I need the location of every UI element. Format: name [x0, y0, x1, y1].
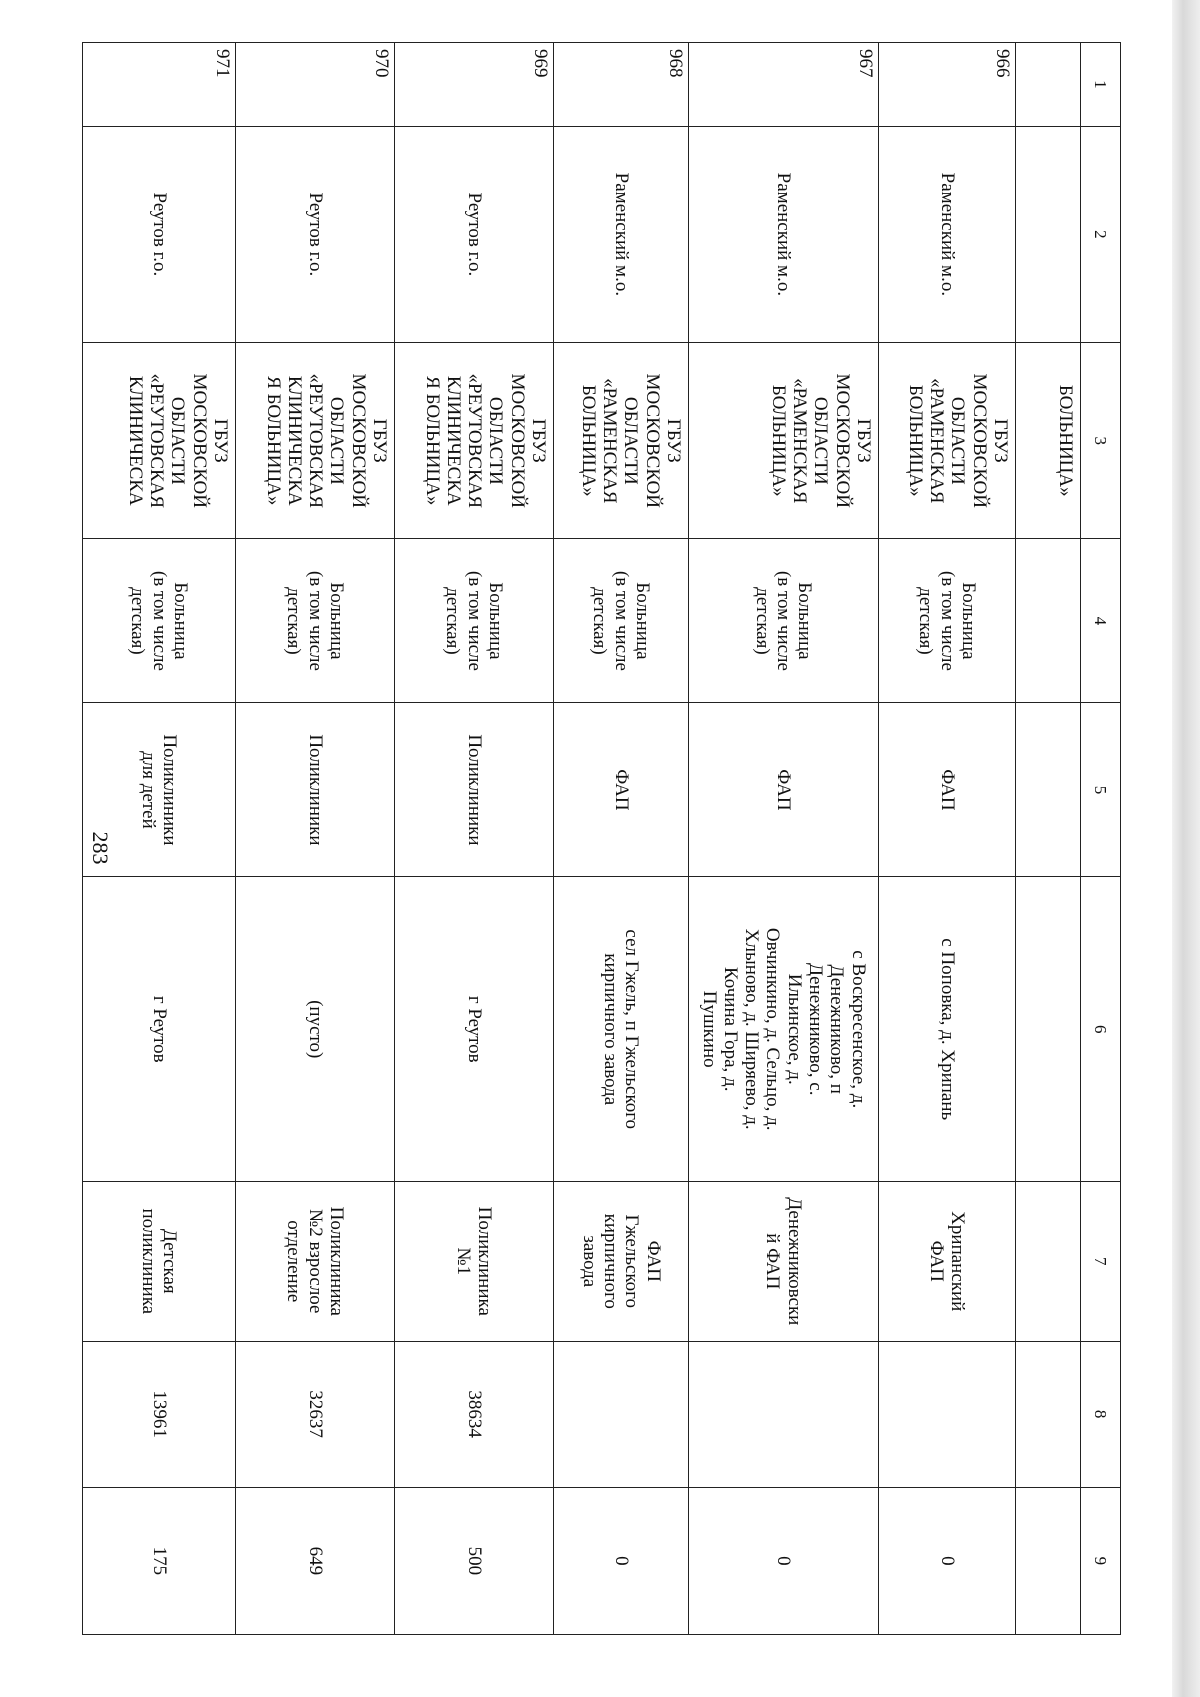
- subdivision-cell: [554, 703, 689, 877]
- cell-line: Денежниково, п: [826, 964, 848, 1094]
- row-number: 968: [554, 43, 689, 127]
- column-number: 2: [1081, 126, 1121, 342]
- table-cell: [1016, 877, 1081, 1182]
- cell-line: Поликлиники: [304, 734, 326, 846]
- cell-line: «РАМЕНСКАЯ: [599, 378, 621, 504]
- population-cell: [554, 1341, 689, 1487]
- subdivision-cell: [879, 703, 1016, 877]
- cell-line: ФАП: [936, 769, 958, 811]
- cell-line: ОБЛАСТИ: [947, 396, 969, 485]
- cell-line: ОБЛАСТИ: [810, 396, 832, 485]
- cell-line: МОСКОВСКОЙ: [347, 373, 369, 508]
- cell-line: МОСКОВСКОЙ: [968, 373, 990, 508]
- cell-line: ГБУЗ: [853, 418, 874, 463]
- column-number: 7: [1081, 1182, 1121, 1342]
- localities-cell: [395, 877, 554, 1182]
- column-number: 4: [1081, 539, 1121, 703]
- cell-line: Хрипанский: [947, 1211, 969, 1312]
- district-cell: Реутов г.о.: [236, 126, 395, 342]
- cell-line: «РАМЕНСКАЯ: [926, 378, 948, 504]
- cell-line: детская): [127, 587, 149, 655]
- column-number: 8: [1081, 1341, 1121, 1487]
- organization-cell: [395, 343, 554, 539]
- cell-line: Поликлиники: [463, 734, 485, 846]
- cell-line: МОСКОВСКОЙ: [188, 373, 210, 508]
- cell-line: БОЛЬНИЦА»: [767, 384, 789, 497]
- cell-line: для детей: [138, 751, 159, 829]
- cell-line: ГБУЗ: [369, 418, 390, 463]
- table-cell: [1016, 1341, 1081, 1487]
- cell-line: (в том числе: [610, 570, 632, 671]
- table-row: [83, 43, 236, 1635]
- column-number: 9: [1081, 1487, 1121, 1634]
- population-cell: 38634: [395, 1341, 554, 1487]
- localities-cell: [554, 877, 689, 1182]
- organization-cell: [236, 343, 395, 539]
- localities-cell: [689, 877, 879, 1182]
- cell-line: ОБЛАСТИ: [167, 396, 189, 485]
- cell-line: ОБЛАСТИ: [326, 396, 348, 485]
- cell-line: (пусто): [304, 1000, 326, 1059]
- cell-line: Поликлиники: [159, 734, 181, 846]
- cell-line: «РЕУТОВСКАЯ: [146, 373, 168, 509]
- cell-line: детская): [751, 587, 773, 655]
- cell-line: Денежниково, с.: [805, 962, 827, 1096]
- cell-line: ГБУЗ: [528, 418, 549, 463]
- localities-cell: [879, 877, 1016, 1182]
- column-number: 6: [1081, 877, 1121, 1182]
- population-cell: [689, 1341, 879, 1487]
- row-number: 967: [689, 43, 879, 127]
- table-cell: [1016, 1487, 1081, 1634]
- cell-line: ФАП: [642, 1240, 664, 1282]
- facility-cell: [879, 1182, 1016, 1342]
- continuation-row: [1016, 43, 1081, 1635]
- facility-cell: [236, 1182, 395, 1342]
- institution-type-cell: [236, 539, 395, 703]
- value-cell: 649: [236, 1487, 395, 1634]
- row-number: 966: [879, 43, 1016, 127]
- district-cell: Раменский м.о.: [879, 126, 1016, 342]
- institution-type-cell: [689, 539, 879, 703]
- table-cell: [1016, 43, 1081, 127]
- population-cell: [879, 1341, 1016, 1487]
- cell-line: КЛИНИЧЕСКА: [124, 375, 146, 506]
- cell-line: Больница: [169, 582, 191, 660]
- cell-line: БОЛЬНИЦА»: [577, 384, 599, 497]
- cell-line: Ильинское, д.: [783, 973, 805, 1085]
- cell-line: завода: [578, 1235, 600, 1288]
- cell-line: сел Гжель, п Гжельского: [621, 929, 643, 1130]
- cell-line: ГБУЗ: [663, 418, 684, 463]
- localities-cell: [236, 877, 395, 1182]
- cell-line: №2 взрослое: [304, 1209, 326, 1314]
- table-cell: [1016, 126, 1081, 342]
- district-cell: Реутов г.о.: [83, 126, 236, 342]
- row-number: 971: [83, 43, 236, 127]
- cell-line: отделение: [283, 1220, 305, 1303]
- cell-line: (в том числе: [773, 570, 795, 671]
- district-cell: Раменский м.о.: [554, 126, 689, 342]
- population-cell: 13961: [83, 1341, 236, 1487]
- cell-line: МОСКОВСКОЙ: [506, 373, 528, 508]
- organization-cell: [689, 343, 879, 539]
- cell-line: «РАМЕНСКАЯ: [789, 378, 811, 504]
- cell-line: ФАП: [610, 769, 632, 811]
- facility-cell: [395, 1182, 554, 1342]
- cell-line: «РЕУТОВСКАЯ: [305, 373, 327, 509]
- cell-line: г Реутов: [463, 995, 485, 1063]
- cell-line: Больница: [794, 582, 816, 660]
- row-number: 970: [236, 43, 395, 127]
- cell-line: Гжельского: [621, 1214, 643, 1309]
- column-number: 5: [1081, 703, 1121, 877]
- table-cell: [1016, 703, 1081, 877]
- organization-continuation: БОЛЬНИЦА»: [1016, 343, 1081, 539]
- cell-line: Детская: [159, 1228, 181, 1294]
- facility-cell: [554, 1182, 689, 1342]
- cell-line: «РЕУТОВСКАЯ: [464, 373, 486, 509]
- cell-line: ФАП: [773, 769, 795, 811]
- cell-line: Я БОЛЬНИЦА»: [421, 376, 443, 506]
- cell-line: детская): [915, 587, 937, 655]
- facility-cell: [83, 1182, 236, 1342]
- table-row: [395, 43, 554, 1635]
- value-cell: 500: [395, 1487, 554, 1634]
- cell-line: детская): [442, 587, 464, 655]
- district-cell: Раменский м.о.: [689, 126, 879, 342]
- cell-line: ГБУЗ: [210, 418, 231, 463]
- cell-line: с Воскресенское, д.: [847, 950, 869, 1109]
- cell-line: №1: [453, 1247, 474, 1276]
- cell-line: Хлыново, д. Ширяево, д.: [741, 928, 763, 1130]
- scan-edge-shadow: [1172, 0, 1200, 1697]
- district-cell: Реутов г.о.: [395, 126, 554, 342]
- table-cell: [1016, 1182, 1081, 1342]
- rotated-table-wrapper: [124, 42, 1121, 1635]
- cell-line: Поликлиника: [474, 1206, 496, 1316]
- value-cell: 0: [554, 1487, 689, 1634]
- cell-line: ГБУЗ: [990, 418, 1011, 463]
- cell-line: й ФАП: [762, 1233, 784, 1290]
- cell-line: Больница: [957, 582, 979, 660]
- cell-line: ОБЛАСТИ: [485, 396, 507, 485]
- subdivision-cell: [236, 703, 395, 877]
- subdivision-cell: [395, 703, 554, 877]
- table-row: [879, 43, 1016, 1635]
- cell-line: МОСКОВСКОЙ: [641, 373, 663, 508]
- cell-line: с Поповка, д. Хрипань: [936, 938, 958, 1121]
- cell-line: поликлиника: [138, 1208, 159, 1315]
- column-number: 1: [1081, 43, 1121, 127]
- cell-line: детская): [589, 587, 611, 655]
- column-number: 3: [1081, 343, 1121, 539]
- cell-line: КЛИНИЧЕСКА: [442, 375, 464, 506]
- cell-line: (в том числе: [936, 570, 958, 671]
- institution-type-cell: [879, 539, 1016, 703]
- cell-line: Поликлиника: [325, 1206, 347, 1316]
- row-number: 969: [395, 43, 554, 127]
- cell-line: г Реутов: [148, 995, 170, 1063]
- organization-cell: [554, 343, 689, 539]
- table-row: [554, 43, 689, 1635]
- cell-line: Больница: [631, 582, 653, 660]
- cell-line: (в том числе: [463, 570, 485, 671]
- subdivision-cell: [83, 703, 236, 877]
- cell-line: детская): [283, 587, 305, 655]
- table-row: [689, 43, 879, 1635]
- value-cell: 175: [83, 1487, 236, 1634]
- cell-line: Больница: [325, 582, 347, 660]
- cell-line: ОБЛАСТИ: [620, 396, 642, 485]
- cell-line: Больница: [484, 582, 506, 660]
- cell-line: Кочина Гора, д.: [719, 966, 741, 1092]
- column-number-row: [1081, 43, 1121, 1635]
- cell-line: МОСКОВСКОЙ: [831, 373, 853, 508]
- facility-cell: [689, 1182, 879, 1342]
- value-cell: 0: [879, 1487, 1016, 1634]
- cell-line: БОЛЬНИЦА»: [904, 384, 926, 497]
- subdivision-cell: [689, 703, 879, 877]
- cell-line: Денежниковски: [783, 1197, 805, 1326]
- cell-line: Я БОЛЬНИЦА»: [262, 376, 284, 506]
- institution-type-cell: [83, 539, 236, 703]
- cell-line: кирпичного: [600, 1213, 621, 1309]
- cell-line: кирпичного завода: [600, 953, 621, 1106]
- localities-cell: [83, 877, 236, 1182]
- cell-line: Овчинкино, д. Сельцо, д.: [762, 927, 784, 1131]
- institution-type-cell: [395, 539, 554, 703]
- organization-cell: [879, 343, 1016, 539]
- page-number: 283: [88, 831, 113, 865]
- table-row: [236, 43, 395, 1635]
- cell-line: Пушкино: [698, 990, 720, 1068]
- cell-line: КЛИНИЧЕСКА: [283, 375, 305, 506]
- cell-line: ФАП: [926, 1240, 947, 1282]
- organization-cell: [83, 343, 236, 539]
- data-table: [82, 42, 1121, 1635]
- cell-line: (в том числе: [148, 570, 170, 671]
- cell-line: (в том числе: [304, 570, 326, 671]
- value-cell: 0: [689, 1487, 879, 1634]
- institution-type-cell: [554, 539, 689, 703]
- table-cell: [1016, 539, 1081, 703]
- population-cell: 32637: [236, 1341, 395, 1487]
